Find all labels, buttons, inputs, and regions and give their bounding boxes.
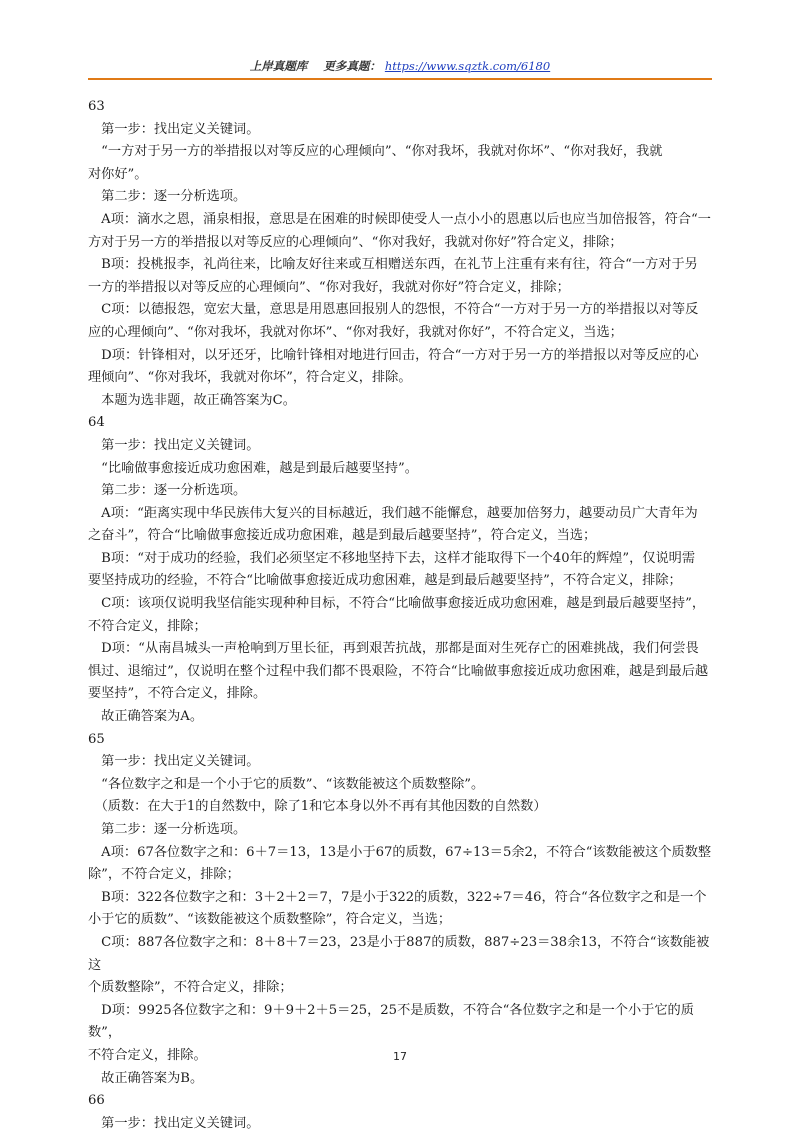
page-header [0,58,800,74]
text-line: 要坚持成功的经验，不符合“比喻做事愈接近成功愈困难，越是到最后越要坚持”，不符合定义，排除； [88,573,682,589]
text-line: C项：887各位数字之和：8＋8＋7＝23，23是小于887的质数，887÷23＝38余13，不符合“该数能被这 [88,934,710,973]
text-line: A项：“距离实现中华民族伟大复兴的目标越近，我们越不能懈怠，越要加倍努力，越要动员广大青年为 [88,505,698,521]
text-line: 第一步：找出定义关键词。 [88,754,260,770]
text-line: C项：该项仅说明我坚信能实现种种目标，不符合“比喻做事愈接近成功愈困难，越是到最后越要坚持”， [88,596,706,612]
text-line: 故正确答案为A。 [88,709,204,725]
text-line: 第二步：逐一分析选项。 [88,189,247,205]
text-line: 应的心理倾向”、“你对我坏，我就对你坏”、“你对我好，我就对你好”，不符合定义，当选； [88,324,623,340]
question-number: 65 [88,731,105,747]
text-line: A项：滴水之恩，涌泉相报，意思是在困难的时候即使受人一点小小的恩惠以后也应当加倍报答，符合“一 [88,211,711,227]
text-line: 一方的举措报以对等反应的心理倾向”、“你对我好，我就对你好”符合定义，排除； [88,279,570,295]
text-line: 除”，不符合定义，排除； [88,867,240,883]
text-line: 之奋斗”，符合“比喻做事愈接近成功愈困难，越是到最后越要坚持”，符合定义，当选； [88,528,597,544]
question-number: 63 [88,99,105,114]
text-line: 第一步：找出定义关键词。 [88,1115,260,1131]
text-line: 个质数整除”，不符合定义，排除； [88,980,293,996]
question-number: 66 [88,1093,105,1109]
text-line: A项：67各位数字之和：6＋7＝13，13是小于67的质数，67÷13＝5余2，不符合“该数能被这个质数整 [88,844,712,860]
text-line: B项：“对于成功的经验，我们必须坚定不移地坚持下去，这样才能取得下一个40年的辉煌”，仅说明需 [88,550,696,566]
text-line: （质数：在大于1的自然数中，除了1和它本身以外不再有其他因数的自然数） [88,799,547,815]
text-line: 理倾向”、“你对我坏，我就对你坏”，符合定义，排除。 [88,370,412,386]
text-line: D项：针锋相对，以牙还牙，比喻针锋相对地进行回击，符合“一方对于另一方的举措报以对等反应的心 [88,347,699,363]
text-line: 第一步：找出定义关键词。 [88,437,260,453]
text-line: 小于它的质数”、“该数能被这个质数整除”，符合定义，当选； [88,912,452,928]
text-line: 方对于另一方的举措报以对等反应的心理倾向”、“你对我好，我就对你好”符合定义，排除； [88,234,623,250]
text-line: 要坚持”，不符合定义，排除。 [88,686,267,702]
page-number: 17 [393,1050,407,1063]
text-line: 第二步：逐一分析选项。 [88,483,247,499]
header-link[interactable]: https://www.sqztk.com/6180 [384,59,551,73]
text-line: “各位数字之和是一个小于它的质数”、“该数能被这个质数整除”。 [88,776,485,792]
question-number: 64 [88,415,105,431]
text-line: B项：322各位数字之和：3＋2＋2＝7，7是小于322的质数，322÷7＝46，符合“各位数字之和是一个 [88,889,707,905]
text-line: 不符合定义，排除； [88,618,207,634]
text-line: 对你好”。 [88,166,148,182]
text-line: 第二步：逐一分析选项。 [88,822,247,837]
text-line: D项：9925各位数字之和：9＋9＋2＋5＝25，25不是质数，不符合“各位数字之和是一个小于它的质数”， [88,1002,694,1041]
header-library: 上岸真题库 [249,59,308,73]
text-line: 惧过、退缩过”，仅说明在整个过程中我们都不畏艰险，不符合“比喻做事愈接近成功愈困难，越是到最后越 [88,663,709,679]
document-body [88,96,716,1135]
text-line: B项：投桃报李，礼尚往来，比喻友好往来或互相赠送东西，在礼节上注重有来有往，符合“一方对于另 [88,257,698,273]
text-line: 故正确答案为B。 [88,1070,204,1086]
text-line: 不符合定义，排除。 [88,1047,207,1063]
text-line: C项：以德报怨，宽宏大量，意思是用恩惠回报别人的怨恨，不符合“一方对于另一方的举措报以对等反 [88,302,699,318]
text-line: 第一步：找出定义关键词。 [88,121,260,137]
text-line: “比喻做事愈接近成功愈困难，越是到最后越要坚持”。 [88,460,418,476]
header-divider [88,78,712,80]
text-line: 本题为选非题，故正确答案为C。 [88,392,296,408]
text-line: “一方对于另一方的举措报以对等反应的心理倾向”、“你对我坏，我就对你坏”、“你对我好，我就 [88,144,663,160]
header-more-label: 更多真题： [323,59,381,73]
text-line: D项：“从南昌城头一声枪响到万里长征，再到艰苦抗战，那都是面对生死存亡的困难挑战，我们何尝畏 [88,641,699,657]
